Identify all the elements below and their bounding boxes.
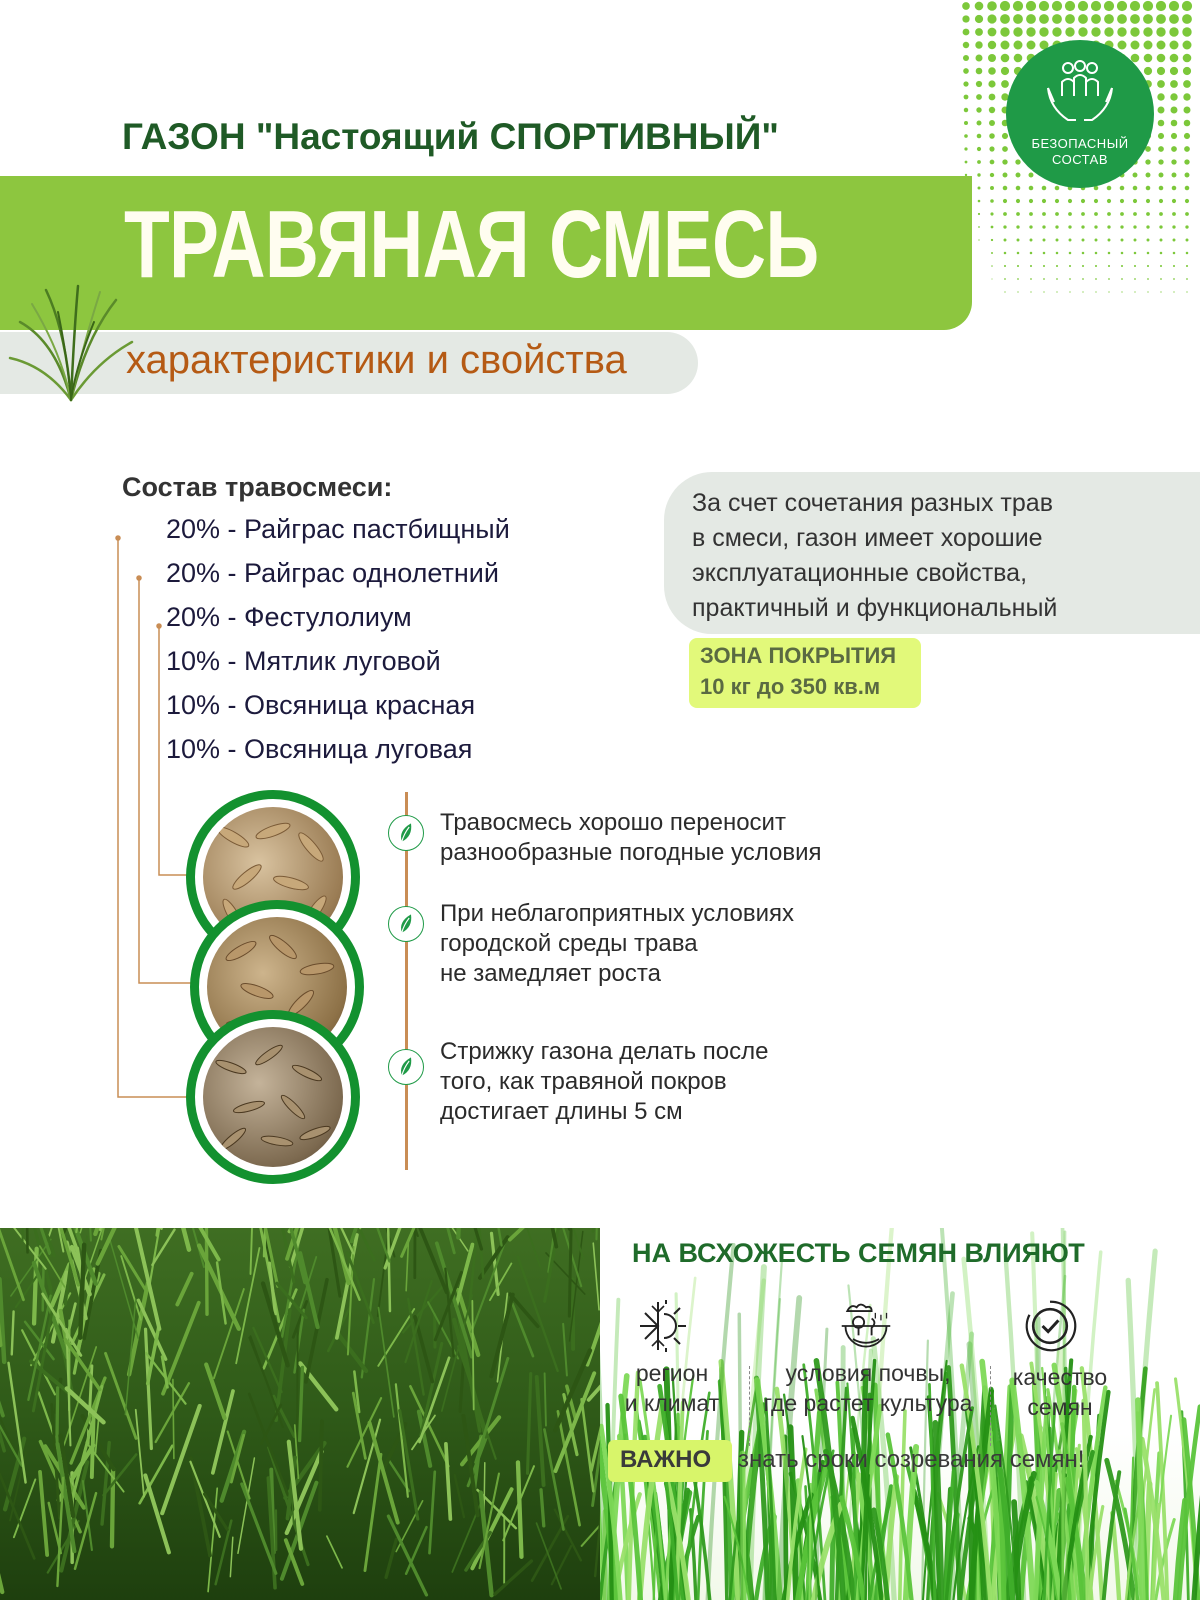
leaf-icon [388, 906, 424, 942]
factor-line: качество [1012, 1364, 1108, 1390]
product-subtitle: ГАЗОН "Настоящий СПОРТИВНЫЙ" [122, 116, 779, 157]
coverage-text [700, 640, 896, 702]
composition-item: 10% - Овсяница луговая [166, 734, 473, 764]
factor-line: и климат [624, 1390, 720, 1416]
composition-item: 20% - Фестулолиум [166, 602, 412, 632]
feature-line: не замедляет роста [440, 960, 661, 987]
soil-icon [838, 1296, 894, 1356]
factor-line: условия почвы, [785, 1360, 951, 1386]
feature-urban [440, 899, 794, 989]
feature-weather [440, 808, 822, 868]
divider [749, 1366, 750, 1446]
page-title: ТРАВЯНАЯ СМЕСЬ [124, 191, 819, 298]
factor-soil [752, 1358, 984, 1418]
factor-line: семян [1027, 1394, 1093, 1420]
info-line: практичный и функциональный [692, 594, 1058, 622]
info-line: эксплуатационные свойства, [692, 559, 1028, 587]
feature-line: достигает длины 5 см [440, 1098, 683, 1125]
lawn-photo [0, 1228, 600, 1600]
factor-line: регион [635, 1360, 709, 1386]
safe-composition-badge [1006, 40, 1154, 188]
info-text [692, 486, 1192, 626]
composition-title: Состав травосмеси: [122, 472, 393, 502]
feature-line: разнообразные погодные условия [440, 839, 822, 866]
feature-line: При неблагоприятных условиях [440, 900, 795, 927]
grass-tuft-image [6, 282, 136, 402]
sprouting-title: НА ВСХОЖЕСТЬ СЕМЯН ВЛИЯЮТ [632, 1238, 1085, 1268]
leaf-icon [388, 815, 424, 851]
badge-text [1006, 136, 1154, 168]
composition-item: 20% - Райграс пастбищный [166, 514, 510, 544]
factor-climate [612, 1358, 732, 1418]
composition-item: 10% - Овсяница красная [166, 690, 476, 720]
hands-people-icon [1040, 58, 1120, 130]
composition-item: 10% - Мятлик луговой [166, 646, 441, 676]
info-line: За счет сочетания разных трав [692, 489, 1053, 517]
feature-line: Стрижку газона делать после [440, 1038, 769, 1065]
seed-image-3 [186, 1010, 360, 1184]
badge-line-2: СОСТАВ [1051, 152, 1109, 167]
seeds-texture [203, 1027, 343, 1167]
divider [990, 1366, 991, 1446]
feature-line: того, как травяной покров [440, 1068, 727, 1095]
coverage-value: 10 кг до 350 кв.м [700, 674, 881, 699]
feature-line: городской среды трава [440, 930, 698, 957]
important-text: знать сроки созревания семян! [738, 1446, 1085, 1473]
feature-mowing [440, 1037, 768, 1127]
info-line: в смеси, газон имеет хорошие [692, 524, 1043, 552]
feature-line: Травосмесь хорошо переносит [440, 809, 786, 836]
factor-quality [1000, 1362, 1120, 1422]
important-label: ВАЖНО [620, 1446, 712, 1473]
badge-line-1: БЕЗОПАСНЫЙ [1031, 136, 1129, 151]
leaf-icon [388, 1049, 424, 1085]
climate-icon [634, 1296, 690, 1356]
composition-item: 20% - Райграс однолетний [166, 558, 499, 588]
check-quality-icon [1022, 1296, 1078, 1356]
coverage-label: ЗОНА ПОКРЫТИЯ [700, 643, 897, 668]
factor-line: где растет культура [763, 1390, 973, 1416]
ribbon-text: характеристики и свойства [126, 338, 627, 382]
